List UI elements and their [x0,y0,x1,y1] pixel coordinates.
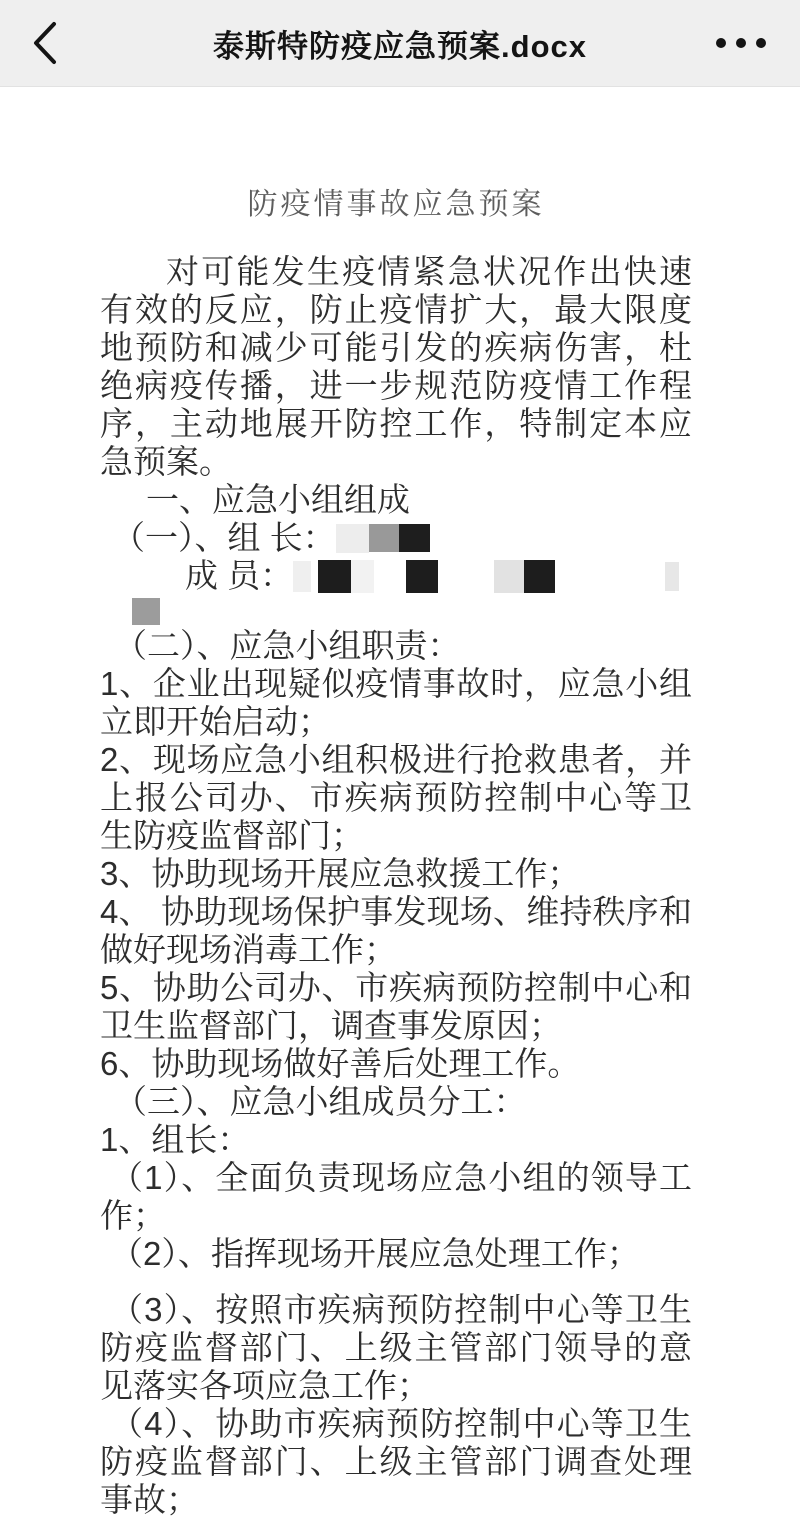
document-viewport[interactable] [0,87,800,1519]
redaction-block [369,524,399,552]
more-dots-icon [716,38,726,48]
redaction-block [555,561,665,592]
duty-item-5: 5、协助公司办、市疾病预防控制中心和卫生监督部门，调查事发原因； [100,969,692,1044]
redaction-block [399,524,430,552]
more-dots-icon [736,38,746,48]
redacted-members-line [100,557,692,595]
duty-item-6: 6、协助现场做好善后处理工作。 [100,1045,581,1082]
more-button[interactable] [716,0,766,86]
duty-item-3: 3、协助现场开展应急救援工作； [100,855,581,892]
redaction-block [406,560,438,593]
back-button[interactable] [20,0,70,86]
leader-duty-2: （2）、指挥现场开展应急处理工作； [110,1235,640,1272]
leader-duty-3: （3）、按照市疾病预防控制中心等卫生防疫监督部门、上级主管部门领导的意见落实各项应急工作； [100,1291,692,1404]
redaction-block [336,524,369,553]
redaction-block [438,560,494,593]
redacted-line-label: 成 员： [185,557,294,594]
redacted-leader-line [100,519,692,557]
leader-duty-1: （1）、全面负责现场应急小组的领导工作； [100,1159,692,1234]
redaction-block [293,561,311,592]
redaction-block [374,560,406,593]
redaction-block [318,560,351,593]
section-duties-heading: （二）、应急小组职责： [114,627,461,664]
leader-role-heading: 1、组长： [100,1121,251,1158]
section-division-heading: （三）、应急小组成员分工： [114,1083,527,1120]
document-title: 防疫情事故应急预案 [247,188,545,221]
redacted-line-label: （一）、组 长： [112,519,336,556]
chevron-left-icon [32,20,58,66]
section-1-heading: 一、应急小组组成 [146,481,410,518]
duty-item-4: 4、 协助现场保护事发现场、维持秩序和做好现场消毒工作； [100,893,692,968]
leader-duty-4: （4）、协助市疾病预防控制中心等卫生防疫监督部门、上级主管部门调查处理事故； [100,1405,692,1518]
more-dots-icon [756,38,766,48]
app-header [0,0,800,87]
redaction-block [132,598,160,625]
document-filename: 泰斯特防疫应急预案.docx [213,28,587,64]
intro-paragraph: 对可能发生疫情紧急状况作出快速有效的反应，防止疫情扩大，最大限度地预防和减少可能引发的疾病伤害，杜绝病疫传播，进一步规范防疫情工作程序，主动地展开防控工作，特制定本应急预案。 [100,253,692,480]
redaction-block [665,562,679,591]
document-body [100,253,692,1519]
duty-item-2: 2、现场应急小组积极进行抢救患者，并上报公司办、市疾病预防控制中心等卫生防疫监督部门； [100,741,692,854]
redaction-block [524,560,555,593]
redaction-block [311,561,318,592]
duty-item-1: 1、企业出现疑似疫情事故时，应急小组立即开始启动； [100,665,692,740]
redacted-block-row [100,595,692,627]
redaction-block [351,560,374,593]
redaction-block [494,560,524,593]
